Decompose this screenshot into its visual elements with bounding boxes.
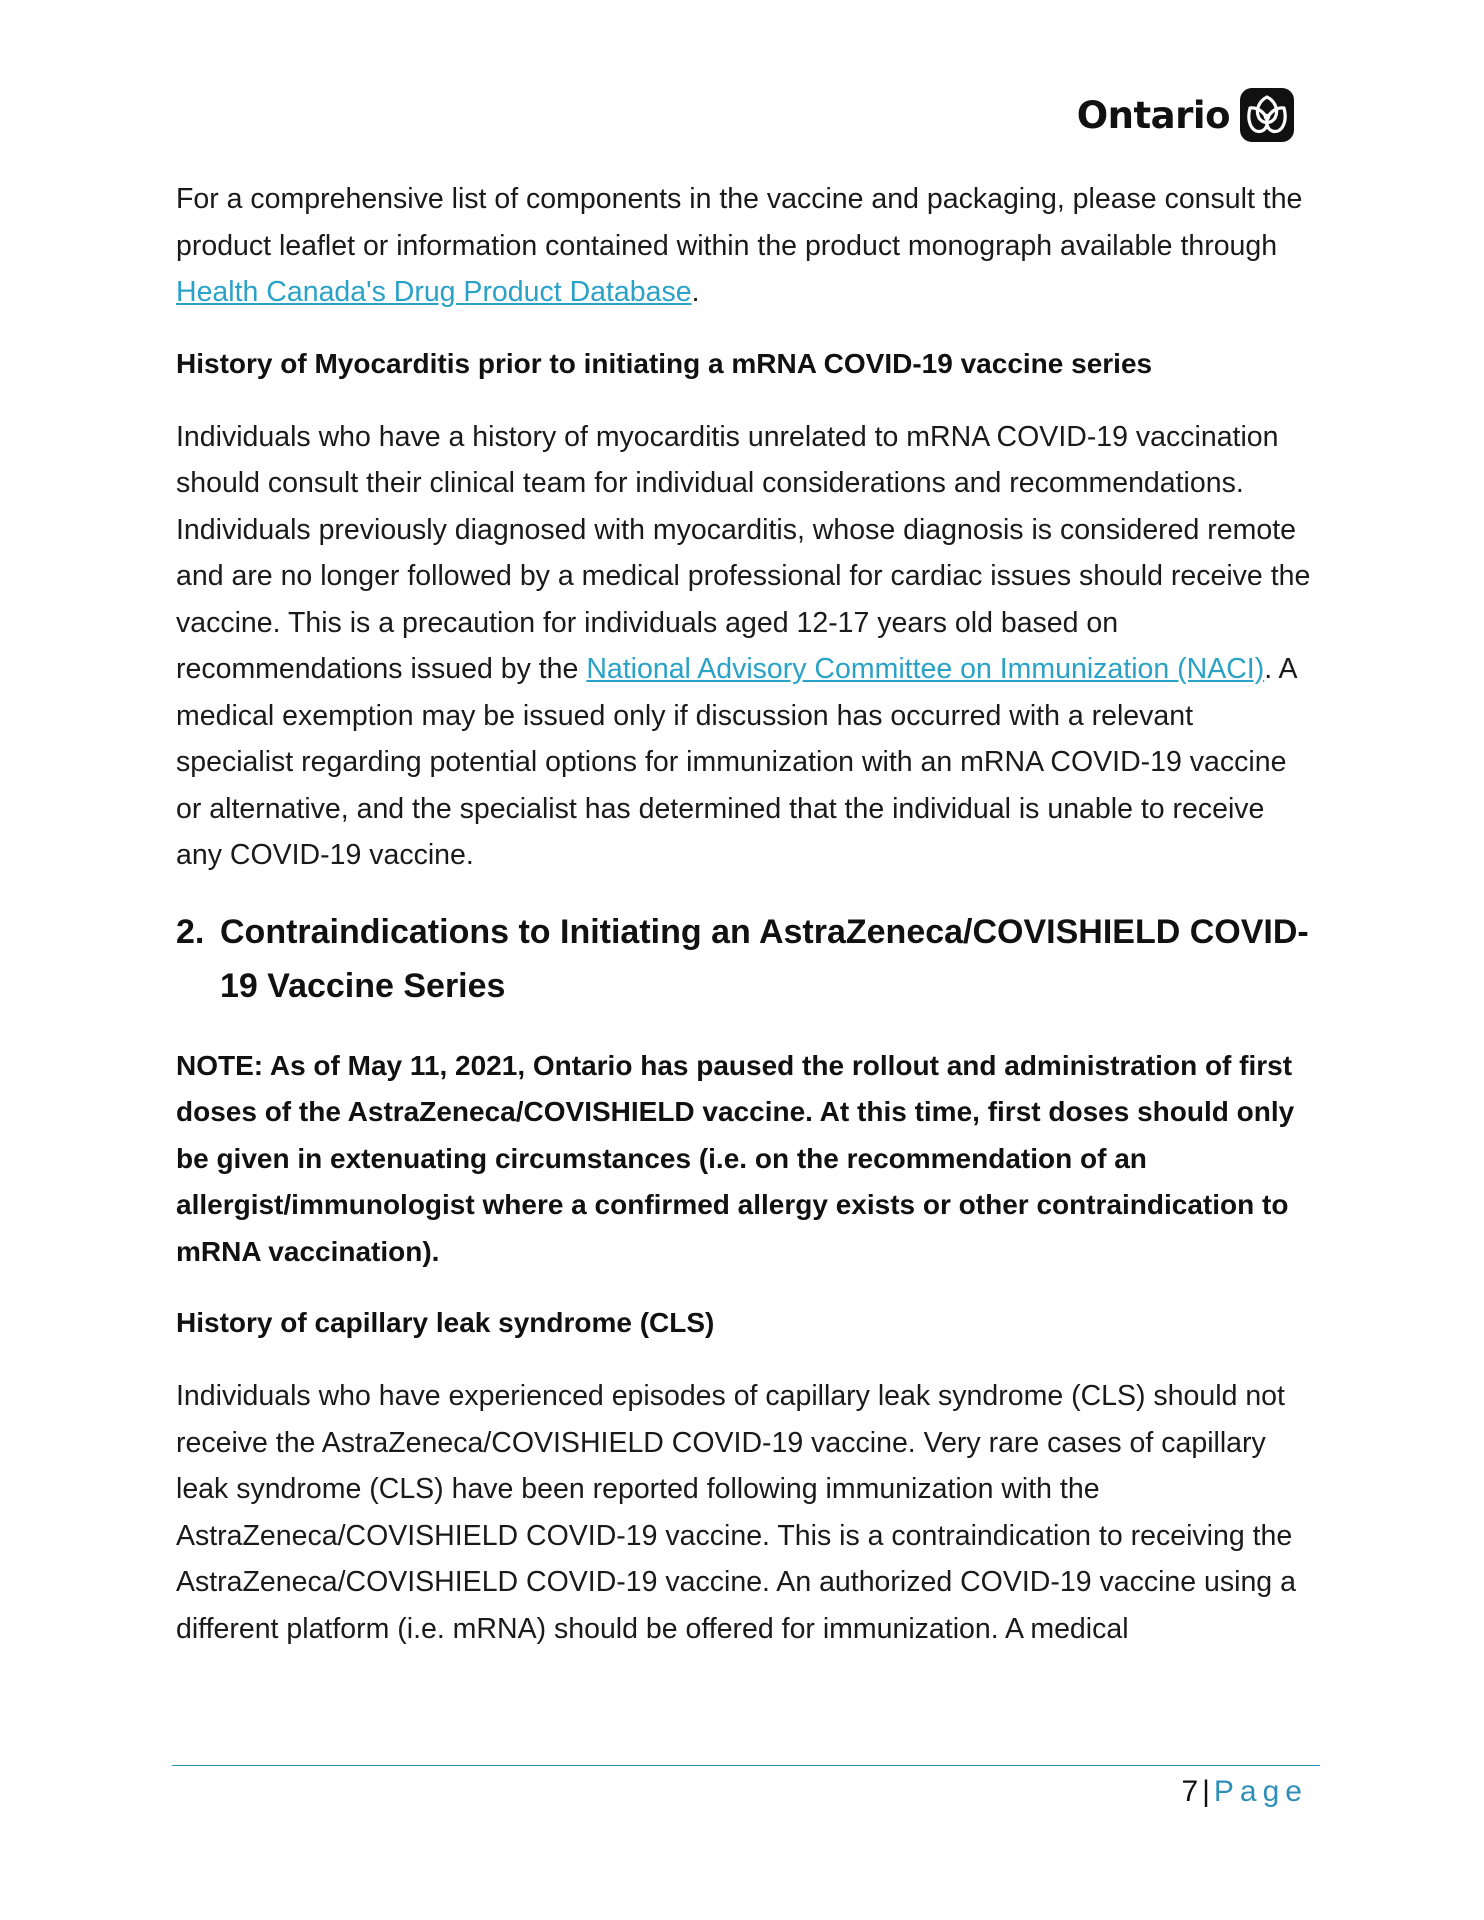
page-number-value: 7 <box>1181 1775 1199 1808</box>
cls-paragraph: Individuals who have experienced episodes of capillary leak syndrome (CLS) should not receive the AstraZeneca/COVISHIELD COVID-19 vaccine. Very rare cases of capillary leak syndrome (CLS) have been reported following immunization with the AstraZeneca/COVISHIELD COVID-19 vaccine. This is a contraindication to receiving the AstraZeneca/COVISHIELD COVID-19 vaccine. An authorized COVID-19 vaccine using a different platform (i.e. mRNA) should be offered for immunization. A medical <box>176 1380 1296 1645</box>
footer-divider <box>172 1765 1320 1766</box>
document-body <box>176 176 1316 1652</box>
section-number: 2. <box>176 912 205 951</box>
naci-link[interactable]: National Advisory Committee on Immunization (NACI) <box>586 653 1265 685</box>
section-2-heading <box>176 905 1316 1013</box>
myocarditis-heading: History of Myocarditis prior to initiating a mRNA COVID-19 vaccine series <box>176 347 1153 379</box>
section-title: Contraindications to Initiating an AstraZeneca/COVISHIELD COVID-19 Vaccine Series <box>220 912 1309 1005</box>
myocarditis-text-end: . A medical exemption may be issued only if discussion has occurred with a relevant specialist regarding potential options for immunization with an mRNA COVID-19 vaccine or alternative, and the specialist has determined that the individual is unable to receive any COVID-19 vaccine. <box>176 653 1296 871</box>
page-word: Page <box>1213 1775 1308 1808</box>
intro-paragraph <box>176 176 1316 316</box>
intro-text-end: . <box>691 276 700 308</box>
ontario-logo-text: Ontario <box>1076 93 1230 137</box>
cls-heading: History of capillary leak syndrome (CLS) <box>176 1307 715 1338</box>
myocarditis-paragraph <box>176 414 1316 879</box>
page-header <box>1077 88 1294 142</box>
drug-product-database-link[interactable]: Health Canada's Drug Product Database <box>176 276 692 308</box>
intro-text: For a comprehensive list of components in the vaccine and packaging, please consult the product leaflet or information contained within the product monograph available through <box>176 183 1303 262</box>
ontario-trillium-logo-icon <box>1240 88 1294 142</box>
page-number <box>1181 1772 1308 1812</box>
astrazeneca-note: NOTE: As of May 11, 2021, Ontario has paused the rollout and administration of first doses of the AstraZeneca/COVISHIELD vaccine. At this time, first doses should only be given in extenuating circumstances (i.e. on the recommendation of an allergist/immunologist where a confirmed allergy exists or other contraindication to mRNA vaccination). <box>176 1049 1295 1267</box>
myocarditis-text: Individuals who have a history of myocarditis unrelated to mRNA COVID-19 vaccination should consult their clinical team for individual considerations and recommendations. Individuals previously diagnosed with myocarditis, whose diagnosis is considered remote and are no longer followed by a medical professional for cardiac issues should receive the vaccine. This is a precaution for individuals aged 12-17 years old based on recommendations issued by the <box>176 420 1311 685</box>
page-number-separator: | <box>1202 1775 1210 1808</box>
